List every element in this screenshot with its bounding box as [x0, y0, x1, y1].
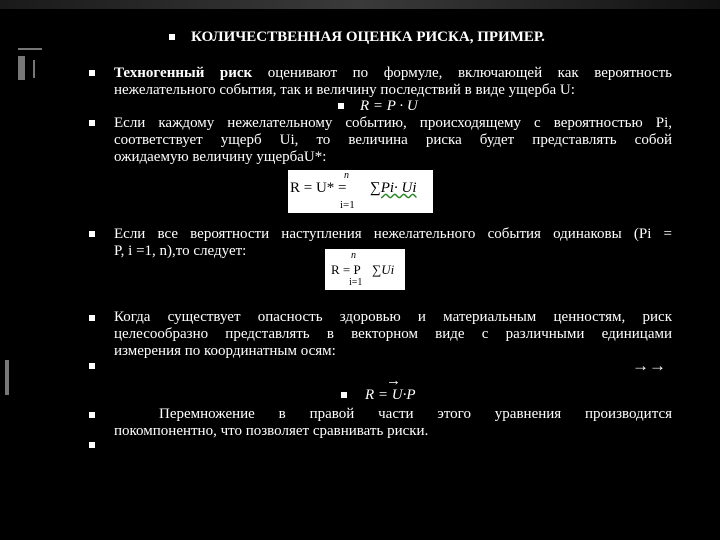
formula-box2-main-left: R = P — [331, 262, 361, 277]
p1-line1 — [114, 65, 672, 82]
formula-box1-main-right: ∑Pi· Ui — [370, 180, 417, 196]
p2-line2: соответствует ущерб Ui, то величина риска будет представлять собой — [114, 132, 672, 148]
bullet-icon — [169, 34, 175, 40]
bullet-icon — [89, 442, 95, 448]
formula-r-equals-pu: R = P · U — [360, 98, 418, 114]
p1-line1-rest: оценивают по формуле, включающей как вероятность — [252, 65, 672, 81]
decor-bar-2 — [18, 56, 25, 80]
slide-title: КОЛИЧЕСТВЕННАЯ ОЦЕНКА РИСКА, ПРИМЕР. — [191, 29, 545, 45]
decor-bar-1 — [18, 48, 42, 50]
p3-line2: P, i =1, n),то следует: — [114, 243, 247, 259]
bullet-icon — [341, 392, 347, 398]
formula-box2-upper: n — [351, 250, 356, 261]
bullet-icon — [89, 315, 95, 321]
decor-bar-4 — [5, 360, 9, 395]
formula-box1-upper: n — [344, 170, 349, 181]
bullet-icon — [89, 231, 95, 237]
formula-box2-main-right: ∑Ui — [372, 262, 395, 277]
bullet-icon — [89, 70, 95, 76]
p5-line1: Перемножение в правой части этого уравнения производится — [159, 406, 672, 422]
p5-line2: покомпонентно, что позволяет сравнивать риски. — [114, 423, 429, 439]
p2-line1: Если каждому нежелательному событию, происходящему с вероятностью Pi, — [114, 115, 672, 131]
bullet-icon — [338, 103, 344, 109]
formula-vector-risk: R = U·P — [365, 387, 416, 403]
p1-term: Техногенный риск — [114, 65, 253, 81]
p1-line2: нежелательного события, так и величину последствий в виде ущерба U: — [114, 82, 575, 98]
p4-line3: измерения по координатным осям: — [114, 343, 336, 359]
p3-line1: Если все вероятности наступления нежелательного события одинаковы (Pi = — [114, 226, 672, 242]
bullet-icon — [89, 412, 95, 418]
formula-expected-damage-box — [288, 170, 433, 213]
top-gradient-bar — [0, 0, 720, 9]
formula-box1-main-left: R = U* = — [290, 180, 347, 196]
formula-box1-lower: i=1 — [340, 199, 355, 211]
formula-box2-lower: i=1 — [349, 277, 363, 288]
formula-equal-probability-box — [325, 249, 405, 290]
p4-line2: целесообразно представлять в векторном виде с различными единицами — [114, 326, 672, 342]
decor-bar-3 — [33, 60, 35, 78]
vector-arrow-over-r: → — [386, 373, 401, 389]
p2-line3: ожидаемую величину ущербаU*: — [114, 149, 327, 165]
bullet-icon — [89, 363, 95, 369]
bullet-icon — [89, 120, 95, 126]
p4-line1: Когда существует опасность здоровью и материальным ценностям, риск — [114, 309, 672, 325]
vector-arrows: →→ — [632, 356, 666, 375]
